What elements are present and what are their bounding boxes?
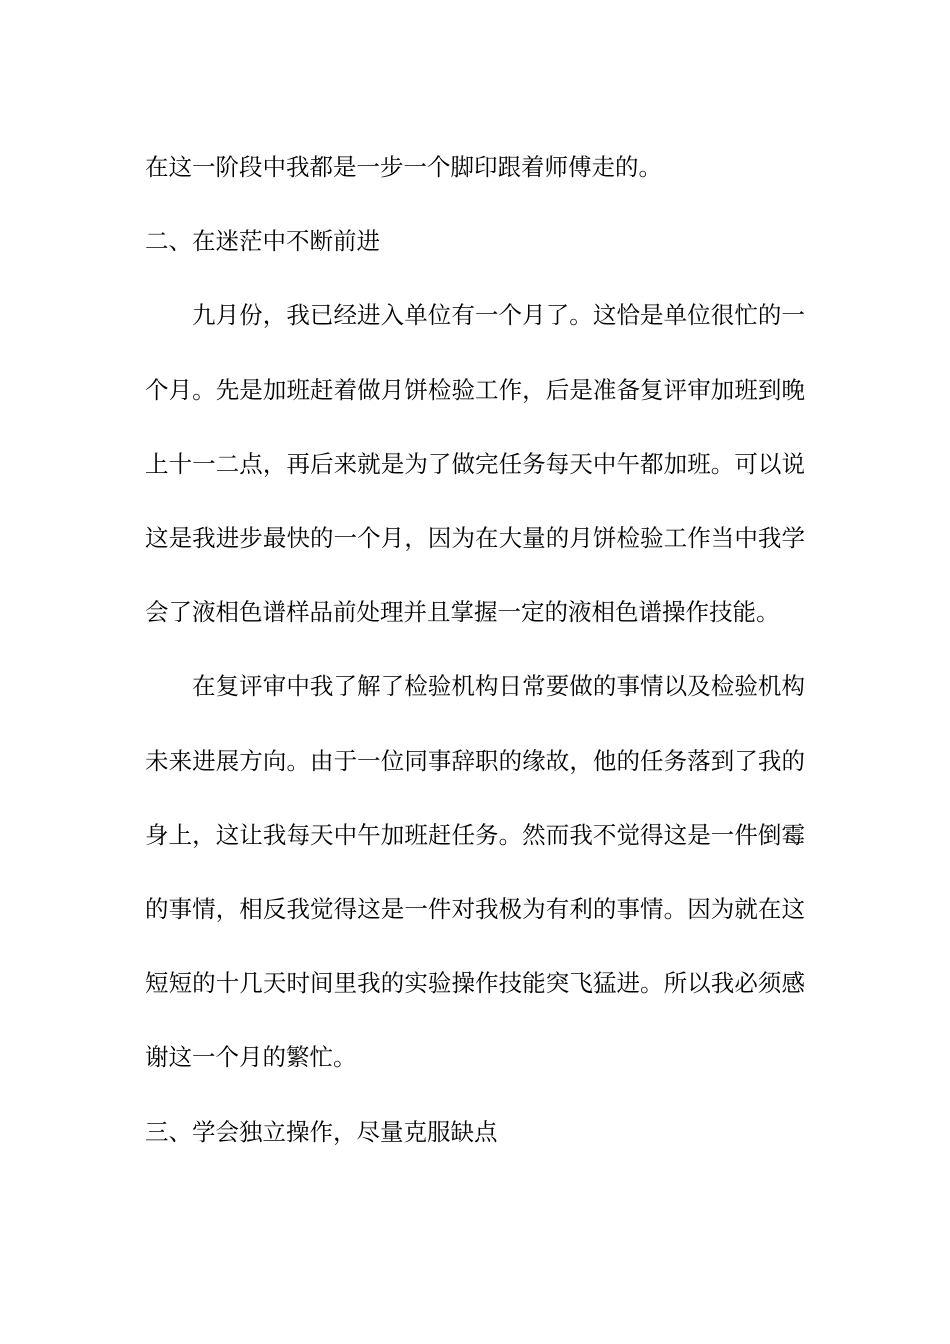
paragraph-review: 在复评审中我了解了检验机构日常要做的事情以及检验机构未来进展方向。由于一位同事辞职的缘故，他的任务落到了我的身上，这让我每天中午加班赶任务。然而我不觉得这是一件倒霉的事情，相反我觉得这是一件对我极为有利的事情。因为就在这短短的十几天时间里我的实验操作技能突飞猛进。所以我必须感谢这一个月的繁忙。 (145, 672, 805, 1072)
section-heading-2: 二、在迷茫中不断前进 (145, 227, 380, 256)
paragraph-continuation: 在这一阶段中我都是一步一个脚印跟着师傅走的。 (145, 153, 662, 181)
section-heading-3: 三、学会独立操作，尽量克服缺点 (145, 1117, 498, 1146)
document-body (145, 130, 805, 1169)
paragraph-september: 九月份，我已经进入单位有一个月了。这恰是单位很忙的一个月。先是加班赶着做月饼检验工作，后是准备复评审加班到晚上十一二点，再后来就是为了做完任务每天中午都加班。可以说这是我进步最快的一个月，因为在大量的月饼检验工作当中我学会了液相色谱样品前处理并且掌握一定的液相色谱操作技能。 (145, 301, 805, 627)
